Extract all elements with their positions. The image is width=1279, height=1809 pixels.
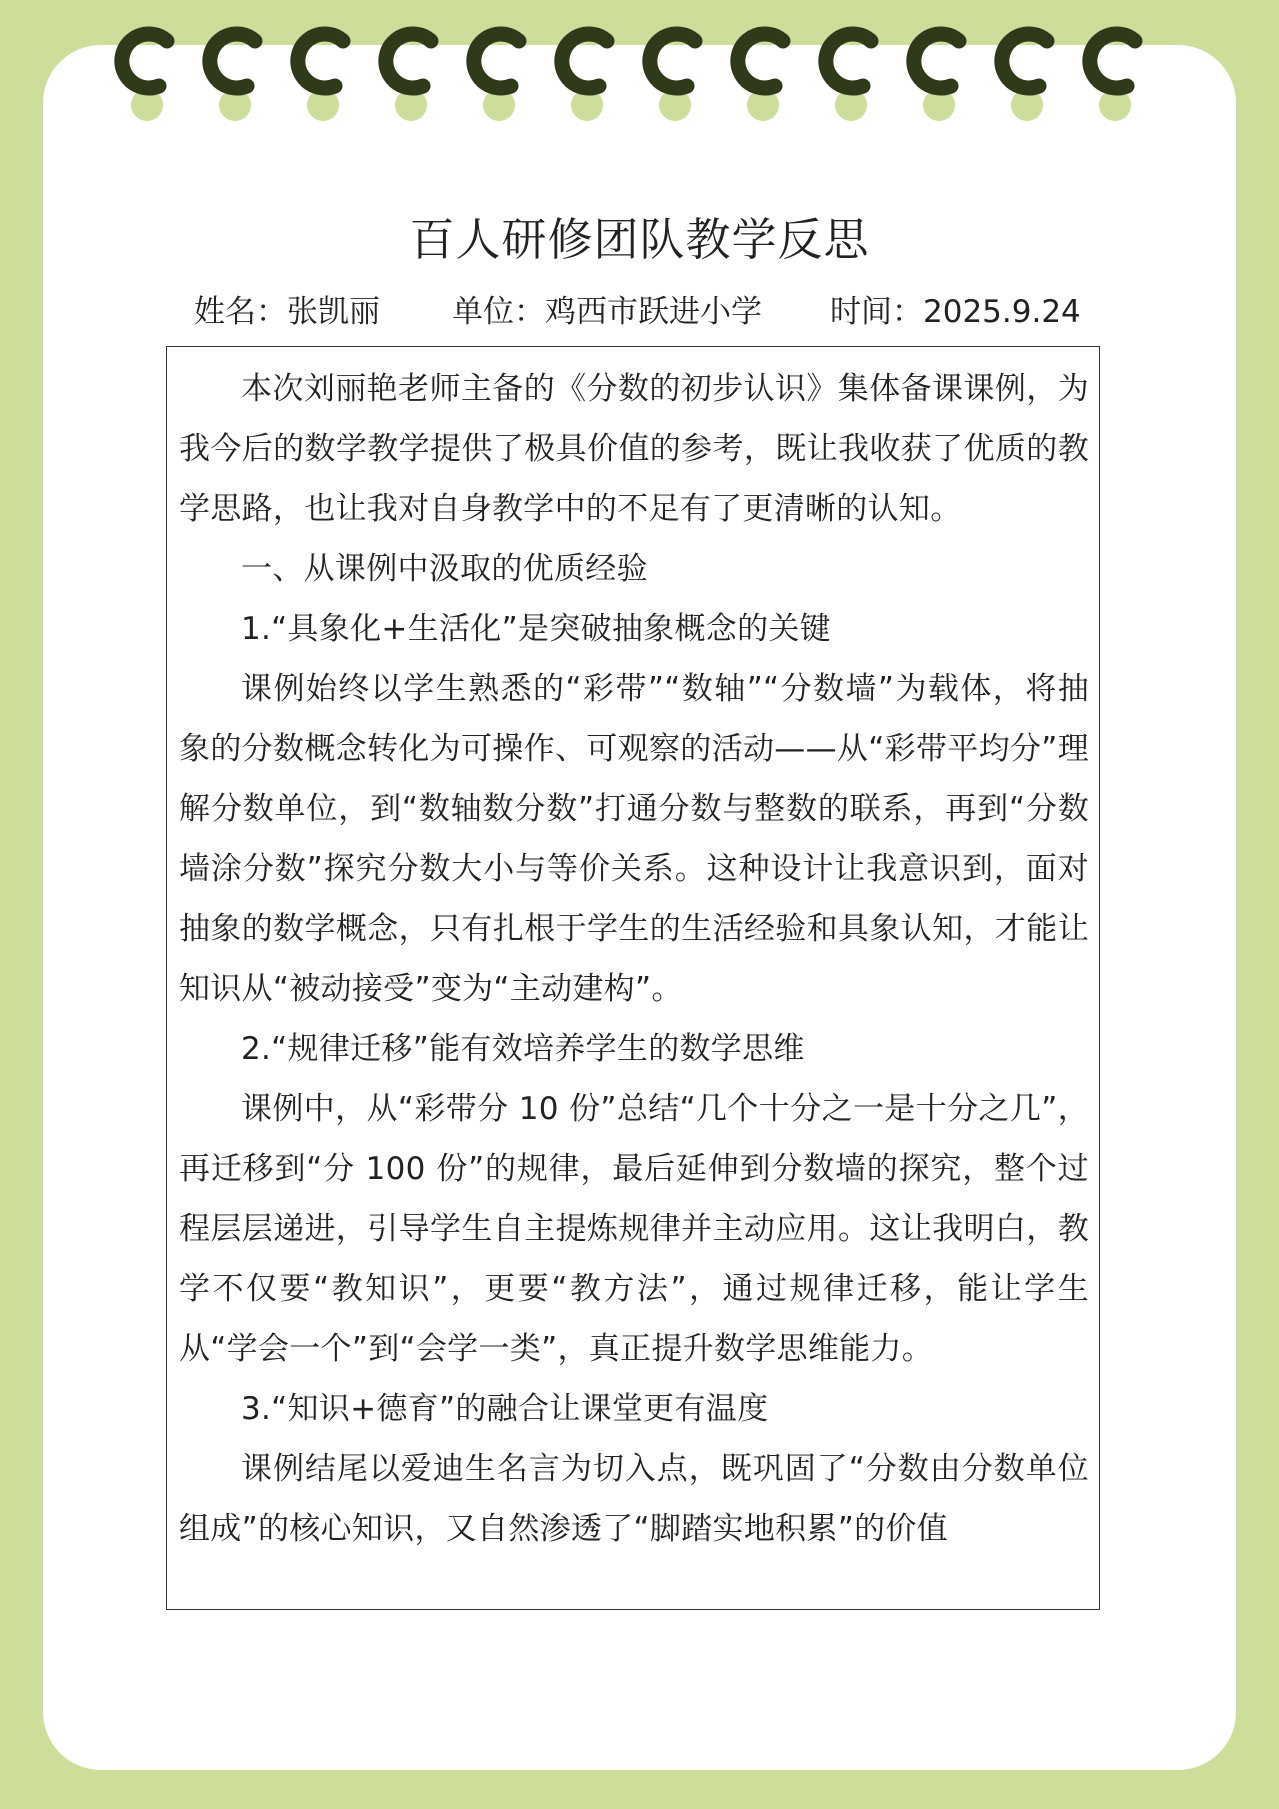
subheading-3: 3.“知识+德育”的融合让课堂更有温度 (241, 1391, 769, 1427)
author-info-line (194, 290, 1094, 334)
spiral-binding (0, 0, 1279, 135)
reflection-content-box (166, 346, 1100, 1610)
paragraph-3: 课例结尾以爱迪生名言为切入点，既巩固了“分数由分数单位组成”的核心知识，又自然渗透了“脚踏实地积累”的价值 (179, 1451, 1089, 1547)
author-unit: 单位：鸡西市跃进小学 (452, 294, 762, 330)
section-heading: 一、从课例中汲取的优质经验 (241, 551, 648, 587)
binding-ring (298, 34, 343, 88)
paragraph-2: 课例中，从“彩带分 10 份”总结“几个十分之一是十分之几”，再迁移到“分 100 份”的规律，最后延伸到分数墙的探究，整个过程层层递进，引导学生自主提炼规律并主动应用。这让我明白，教学不仅要“教知识”，更要“教方法”，通过规律迁移，能让学生从“学会一个”到“会学一类”，真正提升数学思维能力。 (179, 1091, 1089, 1367)
binding-ring (914, 34, 959, 88)
reflection-date: 时间：2025.9.24 (830, 294, 1081, 330)
paragraph-1: 课例始终以学生熟悉的“彩带”“数轴”“分数墙”为载体，将抽象的分数概念转化为可操作、可观察的活动——从“彩带平均分”理解分数单位，到“数轴数分数”打通分数与整数的联系，再到“分数墙涂分数”探究分数大小与等价关系。这种设计让我意识到，面对抽象的数学概念，只有扎根于学生的生活经验和具象认知，才能让知识从“被动接受”变为“主动建构”。 (179, 671, 1089, 1007)
binding-ring (474, 34, 519, 88)
binding-ring (210, 34, 255, 88)
binding-ring (650, 34, 695, 88)
binding-ring (1090, 34, 1135, 88)
binding-ring (122, 34, 167, 88)
subheading-2: 2.“规律迁移”能有效培养学生的数学思维 (241, 1031, 805, 1067)
author-name: 姓名：张凯丽 (194, 294, 380, 330)
binding-ring (1002, 34, 1047, 88)
binding-ring (826, 34, 871, 88)
paragraph-intro: 本次刘丽艳老师主备的《分数的初步认识》集体备课课例，为我今后的数学教学提供了极具价值的参考，既让我收获了优质的教学思路，也让我对自身教学中的不足有了更清晰的认知。 (179, 371, 1089, 527)
binding-ring (562, 34, 607, 88)
subheading-1: 1.“具象化+生活化”是突破抽象概念的关键 (241, 611, 831, 647)
binding-ring (386, 34, 431, 88)
page-title: 百人研修团队教学反思 (409, 213, 870, 266)
binding-ring (738, 34, 783, 88)
